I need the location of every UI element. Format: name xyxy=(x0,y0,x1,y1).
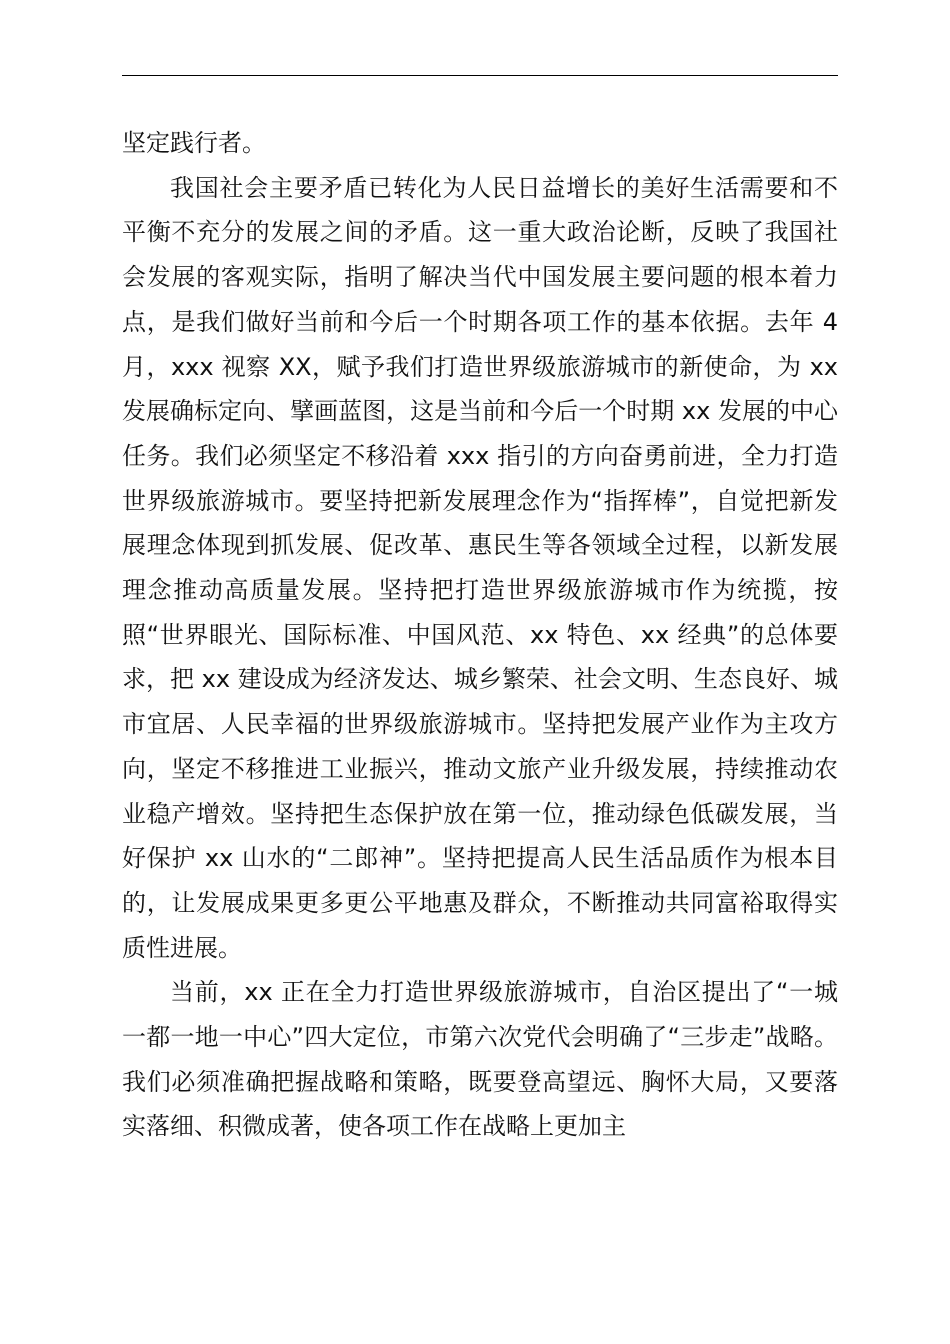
body-text xyxy=(122,121,838,1149)
paragraph: 当前，xx 正在全力打造世界级旅游城市，自治区提出了“一城一都一地一中心”四大定位，市第六次党代会明确了“三步走”战略。我们必须准确把握战略和策略，既要登高望远、胸怀大局，又要落实落细、积微成著，使各项工作在战略上更加主 xyxy=(122,978,838,1141)
header-rule xyxy=(122,75,838,76)
paragraph: 坚定践行者。 xyxy=(122,129,266,157)
paragraph: 我国社会主要矛盾已转化为人民日益增长的美好生活需要和不平衡不充分的发展之间的矛盾。这一重大政治论断，反映了我国社会发展的客观实际，指明了解决当代中国发展主要问题的根本着力点，是我们做好当前和今后一个时期各项工作的基本依据。去年 4 月，xxx 视察 XX，赋予我们打造世界级旅游城市的新使命，为 xx 发展确标定向、擘画蓝图，这是当前和今后一个时期 xx 发展的中心任务。我们必须坚定不移沿着 xxx 指引的方向奋勇前进，全力打造世界级旅游城市。要坚持把新发展理念作为“指挥棒”，自觉把新发展理念体现到抓发展、促改革、惠民生等各领域全过程，以新发展理念推动高质量发展。坚持把打造世界级旅游城市作为统揽，按照“世界眼光、国际标准、中国风范、xx 特色、xx 经典”的总体要求，把 xx 建设成为经济发达、城乡繁荣、社会文明、生态良好、城市宜居、人民幸福的世界级旅游城市。坚持把发展产业作为主攻方向，坚定不移推进工业振兴，推动文旅产业升级发展，持续推动农业稳产增效。坚持把生态保护放在第一位，推动绿色低碳发展，当好保护 xx 山水的“二郎神”。坚持把提高人民生活品质作为根本目的，让发展成果更多更公平地惠及群众，不断推动共同富裕取得实质性进展。 xyxy=(122,173,838,962)
